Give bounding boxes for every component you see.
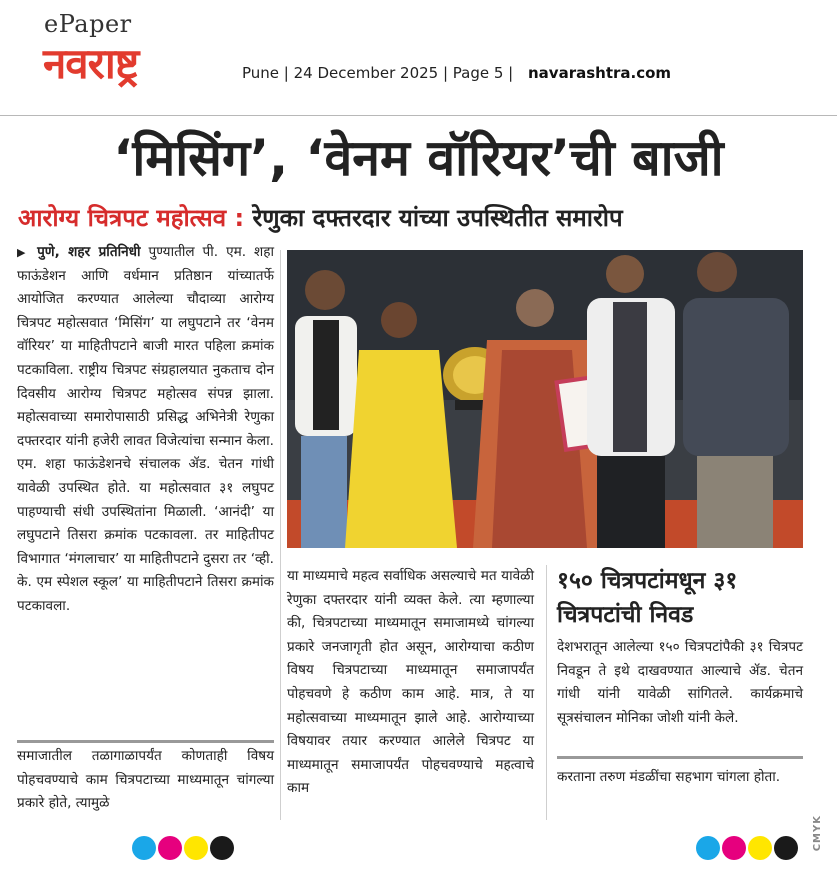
column-1b-text: समाजातील तळागाळापर्यंत कोणताही विषय पोहचवण्याचे काम चित्रपटाच्या माध्यमातून चांगल्या प्रकारे होते, त्यामुळे xyxy=(17,748,274,812)
subhead-kicker: आरोग्य चित्रपट महोत्सव : xyxy=(18,204,245,232)
masthead-divider xyxy=(0,115,837,116)
event-photo xyxy=(287,250,803,548)
cmyk-label: CMYK xyxy=(812,815,823,852)
black-registration-dot xyxy=(210,836,234,860)
article-column-1 xyxy=(17,241,274,619)
article-column-3b: करताना तरुण मंडळींचा सहभाग चांगला होता. xyxy=(557,769,781,785)
yellow-registration-dot xyxy=(184,836,208,860)
yellow-registration-dot xyxy=(748,836,772,860)
magenta-registration-dot xyxy=(722,836,746,860)
award-ceremony-image xyxy=(287,250,803,548)
subheadline xyxy=(18,200,623,236)
subhead-text: रेणुका दफ्तरदार यांच्या उपस्थितीत समारोप xyxy=(252,204,623,232)
site-link[interactable]: navarashtra.com xyxy=(528,64,672,82)
box-headline: १५० चित्रपटांमधून ३१ चित्रपटांची निवड xyxy=(557,568,738,628)
article-column-2: या माध्यमाचे महत्व सर्वाधिक असल्याचे मत यावेळी रेणुका दफ्तरदार यांनी व्यक्त केले. त्या म्हणाल्या की, चित्रपटाच्या माध्यमातून समाजामध्ये चांगल्या प्रकारे जनजागृती होत असून, आरोग्याचा कठीण विषय चित्रपटाच्या माध्यमातून समाजापर्यंत पोहचवणे हे कठीण काम आहे. मात्र, ते या महोत्सवाच्या माध्यमातून झाले आहे. आरोग्याच्या विषयावर तयार करण्यात आलेले चित्रपट या माध्यमातून समाजापर्यंत पोहचवण्याचे महत्वाचे काम xyxy=(287,568,534,797)
column-divider xyxy=(546,565,547,820)
column-1-text: पुण्यातील पी. एम. शहा फाऊंडेशन आणि वर्धमान प्रतिष्ठान यांच्यातर्फे आयोजित करण्यात आलेल्या चौदाव्या आरोग्य चित्रपट महोत्सवात ‘मिसिंग’ या लघुपटाने तर ‘वेनम वॉरियर’ या माहितीपटाने बाजी मारत पहिला क्रमांक पटकाविला. राष्ट्रीय चित्रपट संग्रहालयात नुकताच दोन दिवसीय आरोग्य चित्रपट महोत्सव संपन्न झाला. महोत्सवाच्या समारोपासाठी प्रसिद्ध अभिनेत्री रेणुका दफ्तरदार यांनी हजेरी लावत विजेत्यांचा सन्मान केला. एम. शहा फाऊंडेशनचे संचालक ॲड. चेतन गांधी यावेळी उपस्थित होते. या महोत्सवात ३१ लघुपट पाहण्याची संधी उपस्थितांना मिळाली. ‘आनंदी’ या लघुपटाने तिसरा क्रमांक पटकावला. तर माहितीपट विभागात ‘मंगलाचार’ या माहितीपटाने दुसरा तर ‘व्ही. के. एम स्पेशल स्कूल’ या माहितीपटाने तिसरा क्रमांक पटकावला. xyxy=(17,244,274,614)
magenta-registration-dot xyxy=(158,836,182,860)
brand-logo[interactable]: नवराष्ट्र xyxy=(43,39,139,88)
black-registration-dot xyxy=(774,836,798,860)
cyan-registration-dot xyxy=(132,836,156,860)
edition-meta: Pune | 24 December 2025 | Page 5 | xyxy=(242,64,514,82)
article-column-3: देशभरातून आलेल्या १५० चित्रपटांपैकी ३१ चित्रपट निवडून ते इथे दाखवण्यात आल्याचे ॲड. चेतन गांधी यांनी यावेळी सांगितले. कार्यक्रमाचे सूत्रसंचालन मोनिका जोशी यांनी केले. xyxy=(557,639,803,726)
cyan-registration-dot xyxy=(696,836,720,860)
column-divider xyxy=(280,250,281,820)
bullet-triangle-icon: ▶ xyxy=(17,246,30,259)
column-rule xyxy=(17,740,274,743)
column-rule xyxy=(557,756,803,759)
headline: ‘मिसिंग’, ‘वेनम वॉरियर’ची बाजी xyxy=(113,129,724,187)
dateline: पुणे, शहर प्रतिनिधी xyxy=(37,244,141,260)
epaper-label: ePaper xyxy=(44,10,132,38)
